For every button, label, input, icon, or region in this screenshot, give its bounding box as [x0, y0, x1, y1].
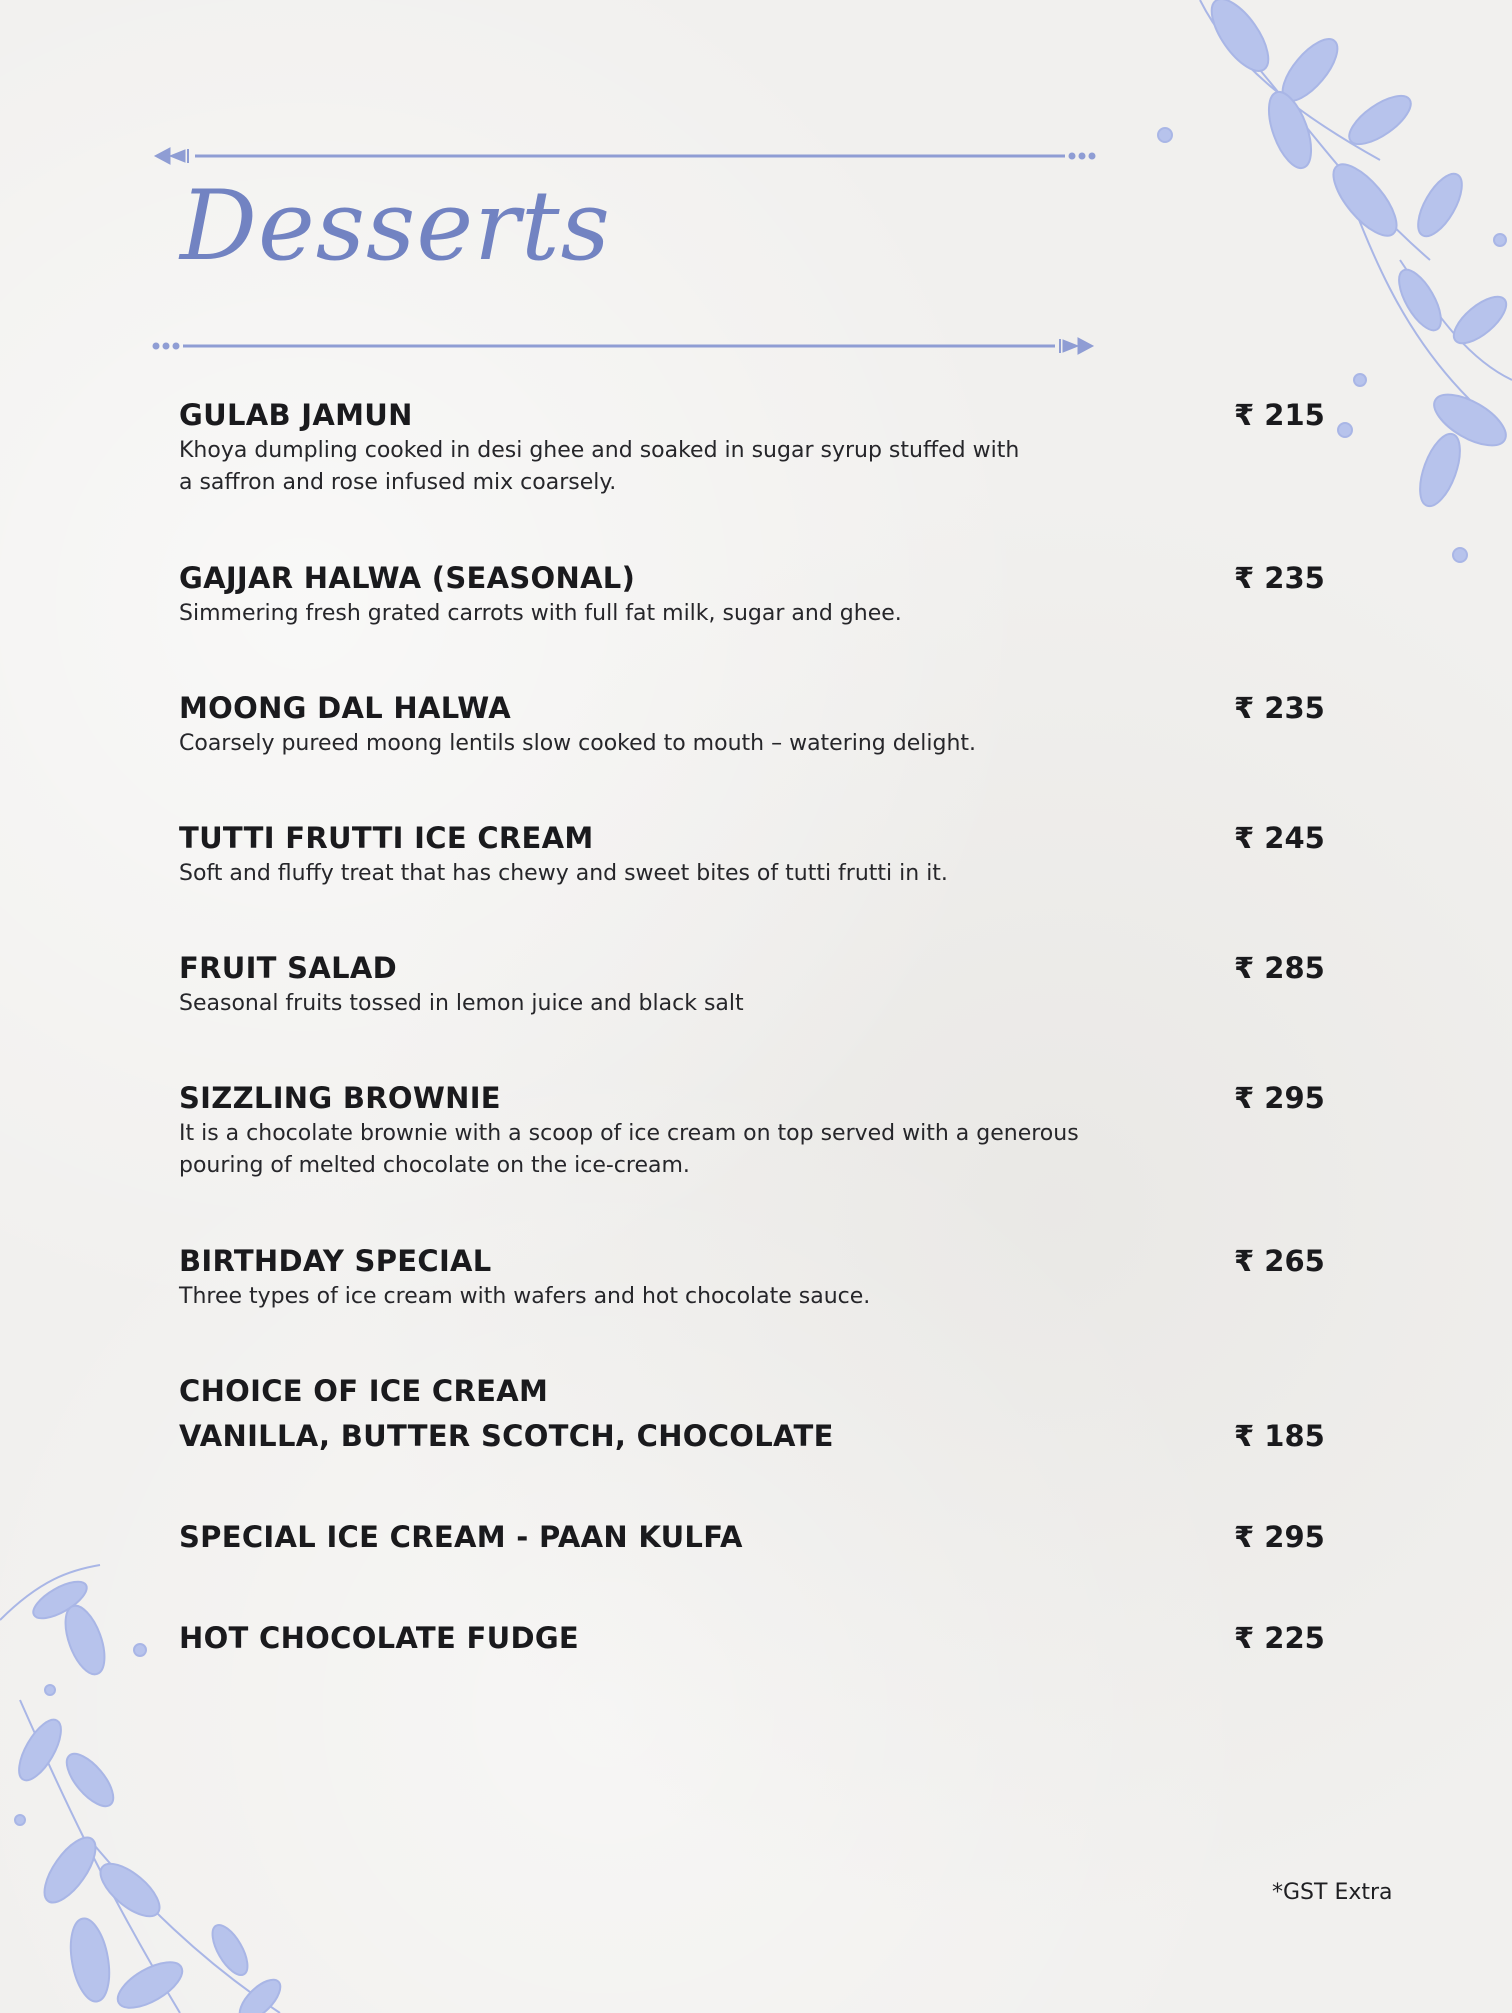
item-name: FRUIT SALAD — [179, 951, 397, 985]
item-name: BIRTHDAY SPECIAL — [179, 1244, 492, 1278]
item-subname: VANILLA, BUTTER SCOTCH, CHOCOLATE — [179, 1419, 834, 1453]
item-price: ₹ 215 — [1234, 398, 1325, 432]
rupee-icon: ₹ — [1234, 951, 1255, 985]
rupee-icon: ₹ — [1234, 691, 1255, 725]
header-rule-top — [150, 145, 1098, 167]
rupee-icon: ₹ — [1234, 1621, 1255, 1655]
item-description: Seasonal fruits tossed in lemon juice and black salt — [179, 991, 744, 1016]
rupee-icon: ₹ — [1234, 1081, 1255, 1115]
menu-item — [179, 1620, 1349, 1656]
item-description: Simmering fresh grated carrots with full fat milk, sugar and ghee. — [179, 601, 902, 626]
item-name: HOT CHOCOLATE FUDGE — [179, 1621, 580, 1655]
menu-item — [179, 690, 1349, 760]
menu-item — [179, 560, 1349, 630]
item-name: SPECIAL ICE CREAM - PAAN KULFA — [179, 1520, 743, 1554]
rupee-icon: ₹ — [1234, 1244, 1255, 1278]
item-price: ₹ 235 — [1234, 691, 1325, 725]
menu-item — [179, 1519, 1349, 1555]
item-price: ₹ 225 — [1234, 1621, 1325, 1655]
menu-item — [179, 950, 1349, 1020]
rupee-icon: ₹ — [1234, 561, 1255, 595]
item-name: TUTTI FRUTTI ICE CREAM — [179, 821, 594, 855]
item-name: MOONG DAL HALWA — [179, 691, 511, 725]
gst-footnote: *GST Extra — [1272, 1880, 1393, 1905]
item-description: It is a chocolate brownie with a scoop of ice cream on top served with a generous pouring of melted chocolate on the ice-cream. — [179, 1121, 1079, 1178]
item-description: Three types of ice cream with wafers and hot chocolate sauce. — [179, 1284, 871, 1309]
item-price: ₹ 265 — [1234, 1244, 1325, 1278]
header-rule-bottom — [150, 335, 1098, 357]
item-price: ₹ 185 — [1234, 1419, 1325, 1453]
item-name: SIZZLING BROWNIE — [179, 1081, 501, 1115]
item-description: Khoya dumpling cooked in desi ghee and soaked in sugar syrup stuffed with a saffron and rose infused mix coarsely. — [179, 438, 1020, 495]
menu-item — [179, 1243, 1349, 1313]
item-name: GAJJAR HALWA (SEASONAL) — [179, 561, 636, 595]
rupee-icon: ₹ — [1234, 1520, 1255, 1554]
item-price: ₹ 285 — [1234, 951, 1325, 985]
rupee-icon: ₹ — [1234, 398, 1255, 432]
item-description: Coarsely pureed moong lentils slow cooked to mouth – watering delight. — [179, 731, 977, 756]
item-price: ₹ 245 — [1234, 821, 1325, 855]
item-description: Soft and fluffy treat that has chewy and sweet bites of tutti frutti in it. — [179, 861, 948, 886]
page-title: Desserts — [180, 170, 611, 282]
item-price: ₹ 295 — [1234, 1520, 1325, 1554]
menu-item — [179, 397, 1349, 499]
item-name: GULAB JAMUN — [179, 398, 413, 432]
item-price: ₹ 295 — [1234, 1081, 1325, 1115]
menu-item — [179, 820, 1349, 890]
item-name: CHOICE OF ICE CREAM — [179, 1374, 549, 1408]
rupee-icon: ₹ — [1234, 821, 1255, 855]
leaf-decoration-bottom-left — [0, 1540, 300, 2013]
rupee-icon: ₹ — [1234, 1419, 1255, 1453]
item-price: ₹ 235 — [1234, 561, 1325, 595]
menu-item — [179, 1080, 1349, 1182]
menu-item — [179, 1373, 1349, 1454]
